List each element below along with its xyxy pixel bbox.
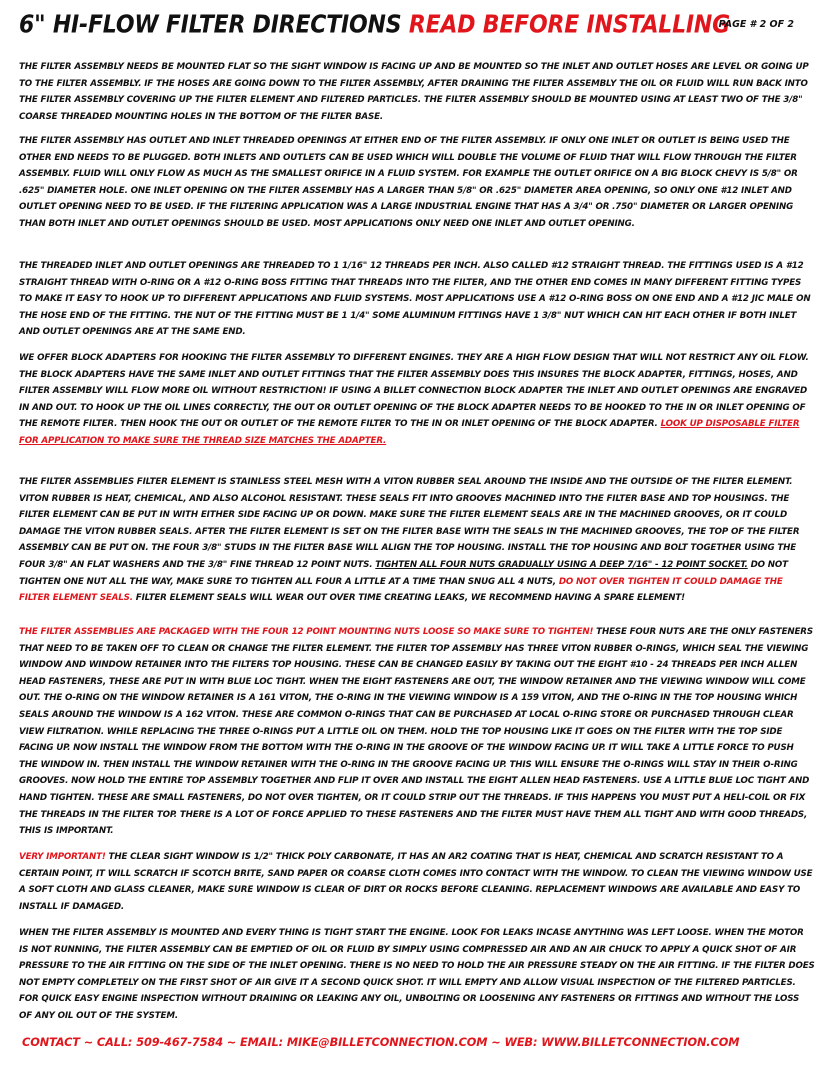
title-warning: READ BEFORE INSTALLING: [408, 11, 730, 40]
paragraph-text: WE OFFER BLOCK ADAPTERS FOR HOOKING THE FILTER ASSEMBLY TO DIFFERENT ENGINES. THEY ARE A HIGH FLOW DESIGN THAT WILL NOT RESTRICT ANY OIL FLOW. THE BLOCK ADAPTERS HAVE THE SAME INLET AND OUTLET FITTINGS THAT THE FILTER ASSEMBLY DOES THIS INSURES THE BLOCK ADAPTER, FITTINGS, HOSES, AND FILTER ASSEMBLY WILL FLOW MORE OIL WITHOUT RESTRICTION! IF USING A BILLET CONNECTION BLOCK ADAPTER THE INLET AND OUTLET OPENINGS ARE ENGRAVED IN AND OUT. TO HOOK UP THE OIL LINES CORRECTLY, THE OUT OR OUTLET OPENING OF THE BLOCK ADAPTER NEEDS TO BE HOOKED TO THE IN OR INLET OPENING OF THE REMOTE FILTER. THEN HOOK THE OUT OR OUTLET OF THE REMOTE FILTER TO THE IN OR INLET OPENING OF THE BLOCK ADAPTER.: [19, 353, 809, 430]
paragraph-text: DO NOT TIGHTEN ONE NUT ALL THE WAY, MAKE SURE TO TIGHTEN ALL FOUR A LITTLE AT A TIME THAN SNUG ALL 4 NUTS,: [19, 559, 788, 587]
contact-label: CONTACT ~ CALL:: [22, 1036, 137, 1049]
paragraph-filter-element: [19, 474, 815, 607]
paragraph-sight-window: [19, 849, 815, 915]
paragraph-o-rings: [19, 624, 815, 840]
loose-nuts-warning: THE FILTER ASSEMBLIES ARE PACKAGED WITH THE FOUR 12 POINT MOUNTING NUTS LOOSE SO MAKE SURE TO TIGHTEN!: [19, 627, 594, 637]
paragraph-text: THE FILTER ASSEMBLIES FILTER ELEMENT IS STAINLESS STEEL MESH WITH A VITON RUBBER SEAL AROUND THE INSIDE AND THE OUTSIDE OF THE FILTER ELEMENT. VITON RUBBER IS HEAT, CHEMICAL, AND ALSO ALCOHOL RESISTANT. THESE SEALS FIT INTO GROOVES MACHINED INTO THE FILTER BASE AND TOP HOUSINGS. THE FILTER ELEMENT CAN BE PUT IN WITH EITHER SIDE FACING UP OR DOWN. MAKE SURE THE FILTER ELEMENT SEALS ARE IN THE MACHINED GROOVES, OR IT COULD DAMAGE THE VITON RUBBER SEALS. AFTER THE FILTER ELEMENT IS SET ON THE FILTER BASE WITH THE SEALS IN THE MACHINED GROOVES, THE TOP OF THE FILTER ASSEMBLY CAN BE PUT ON. THE FOUR 3/8" STUDS IN THE FILTER BASE WILL ALIGN THE TOP HOUSING. INSTALL THE TOP HOUSING AND BOLT TOGETHER USING THE FOUR 3/8" AN FLAT WASHERS AND THE 3/8" FINE THREAD 12 POINT NUTS.: [19, 477, 800, 570]
paragraph-threads: [19, 258, 815, 341]
tighten-instruction: TIGHTEN ALL FOUR NUTS GRADUALLY USING A DEEP 7/16" - 12 POINT SOCKET.: [375, 559, 748, 570]
paragraph-text: FILTER ELEMENT SEALS WILL WEAR OUT OVER TIME CREATING LEAKS, WE RECOMMEND HAVING A SPARE ELEMENT!: [132, 593, 685, 604]
web-label: ~ WEB:: [487, 1036, 542, 1049]
paragraph-mounting: [19, 59, 815, 125]
paragraph-block-adapters: [19, 350, 815, 450]
very-important-label: VERY IMPORTANT!: [19, 852, 106, 862]
document-header: [19, 10, 819, 44]
phone-number[interactable]: 509-467-7584: [136, 1036, 223, 1049]
website-link[interactable]: WWW.BILLETCONNECTION.COM: [541, 1036, 740, 1049]
thread-size-warning: LOOK UP DISPOSABLE FILTER FOR APPLICATION TO MAKE SURE THE THREAD SIZE MATCHES THE ADAPTER.: [19, 419, 800, 446]
email-label: ~ EMAIL:: [222, 1036, 287, 1049]
paragraph-startup: [19, 925, 815, 1025]
paragraph-text: THE FILTER ASSEMBLY NEEDS BE MOUNTED FLAT SO THE SIGHT WINDOW IS FACING UP AND BE MOUNTED SO THE INLET AND OUTLET HOSES ARE LEVEL OR GOING UP TO THE FILTER ASSEMBLY. IF THE HOSES ARE GOING DOWN TO THE FILTER ASSEMBLY, AFTER DRAINING THE FILTER ASSEMBLY THE OIL OR FLUID WILL RUN BACK INTO THE FILTER ASSEMBLY COVERING UP THE FILTER ELEMENT AND FILTERED PARTICLES. THE FILTER ASSEMBLY SHOULD BE MOUNTED USING AT LEAST TWO OF THE 3/8" COARSE THREADED MOUNTING HOLES IN THE BOTTOM OF THE FILTER BASE.: [19, 62, 809, 122]
title-main: 6" HI-FLOW FILTER DIRECTIONS: [19, 11, 409, 40]
over-tighten-warning: DO NOT OVER TIGHTEN IT COULD DAMAGE THE FILTER ELEMENT SEALS.: [19, 576, 783, 604]
paragraph-text: THE THREADED INLET AND OUTLET OPENINGS ARE THREADED TO 1 1/16" 12 THREADS PER INCH. ALSO CALLED #12 STRAIGHT THREAD. THE FITTINGS USED IS A #12 STRAIGHT THREAD WITH O-RING OR A #12 O-RING BOSS FITTING THAT THREADS INTO THE FILTER, AND THE OTHER END COMES IN MANY DIFFERENT FITTING TYPES TO MAKE IT EASY TO HOOK UP TO DIFFERENT APPLICATIONS AND FLUID SYSTEMS. MOST APPLICATIONS USE A #12 O-RING BOSS ON ONE END AND A #12 JIC MALE ON THE HOSE END OF THE FITTING. THE NUT OF THE FITTING MUST BE 1 1/4" SOME ALUMINUM FITTINGS HAVE 1 3/8" NUT WHICH CAN HIT EACH OTHER IF BOTH INLET AND OUTLET OPENINGS ARE AT THE SAME END.: [19, 261, 811, 338]
email-link[interactable]: MIKE@BILLETCONNECTION.COM: [286, 1036, 488, 1049]
paragraph-text: THE FILTER ASSEMBLY HAS OUTLET AND INLET THREADED OPENINGS AT EITHER END OF THE FILTER ASSEMBLY. IF ONLY ONE INLET OR OUTLET IS BEING USED THE OTHER END NEEDS TO BE PLUGGED. BOTH INLETS AND OUTLETS CAN BE USED WHICH WILL DOUBLE THE VOLUME OF FLUID THAT WILL FLOW THROUGH THE FILTER ASSEMBLY. FLUID WILL ONLY FLOW AS MUCH AS THE SMALLEST ORIFICE IN A FLUID SYSTEM. FOR EXAMPLE THE OUTLET ORIFICE ON A BIG BLOCK CHEVY IS 5/8" OR .625" DIAMETER HOLE. ONE INLET OPENING ON THE FILTER ASSEMBLY HAS A LARGER THAN 5/8" OR .625" DIAMETER AREA OPENING, SO ONLY ONE #12 INLET AND OUTLET OPENING NEED TO BE USED. IF THE FILTERING APPLICATION WAS A LARGE INDUSTRIAL ENGINE THAT HAS A 3/4" OR .750" DIAMETER OR LARGER OPENING THAN BOTH INLET AND OUTLET OPENINGS SHOULD BE USED. MOST APPLICATIONS ONLY NEED ONE INLET AND OUTLET OPENING.: [19, 136, 798, 229]
page-number: PAGE # 2 OF 2: [718, 19, 794, 30]
paragraph-openings: [19, 133, 815, 233]
paragraph-text: THE CLEAR SIGHT WINDOW IS 1/2" THICK POLY CARBONATE, IT HAS AN AR2 COATING THAT IS HEAT, CHEMICAL AND SCRATCH RESISTANT TO A CERTAIN POINT, IT WILL SCRATCH IF SCOTCH BRITE, SAND PAPER OR COARSE CLOTH COMES INTO CONTACT WITH THE WINDOW. TO CLEAN THE VIEWING WINDOW USE A SOFT CLOTH AND GLASS CLEANER, MAKE SURE WINDOW IS CLEAR OF DIRT OR ROCKS BEFORE CLEANING. REPLACEMENT WINDOWS ARE AVAILABLE AND EASY TO INSTALL IF DAMAGED.: [19, 852, 813, 912]
contact-footer: [22, 1036, 812, 1049]
paragraph-text: THESE FOUR NUTS ARE THE ONLY FASTENERS THAT NEED TO BE TAKEN OFF TO CLEAN OR CHANGE THE FILTER ELEMENT. THE FILTER TOP ASSEMBLY HAS THREE VITON RUBBER O-RINGS, WHICH SEAL THE VIEWING WINDOW AND WINDOW RETAINER INTO THE FILTERS TOP HOUSING. THESE CAN BE CHANGED EASILY BY TAKING OUT THE EIGHT #10 - 24 THREADS PER INCH ALLEN HEAD FASTENERS, THESE ARE PUT IN WITH BLUE LOC TIGHT. WHEN THE EIGHT FASTENERS ARE OUT, THE WINDOW RETAINER AND THE VIEWING WINDOW WILL COME OUT. THE O-RING ON THE WINDOW RETAINER IS A 161 VITON, THE O-RING IN THE VIEWING WINDOW IS A 159 VITON, AND THE O-RING IN THE TOP HOUSING WHICH SEALS AROUND THE WINDOW IS A 162 VITON. THESE ARE COMMON O-RINGS THAT CAN BE PURCHASED AT LOCAL O-RING STORE OR PURCHASED THROUGH CLEAR VIEW FILTRATION. WHILE REPLACING THE THREE O-RINGS PUT A LITTLE OIL ON THEM. HOLD THE TOP HOUSING LIKE IT GOES ON THE FILTER WITH THE TOP SIDE FACING UP. NOW INSTALL THE WINDOW FROM THE BOTTOM WITH THE O-RING IN THE GROOVE OF THE WINDOW FACING UP. IT WILL TAKE A LITTLE FORCE TO PUSH THE WINDOW IN. THEN INSTALL THE WINDOW RETAINER WITH THE O-RING IN THE GROOVE FACING UP. THIS WILL ENSURE THE O-RINGS WILL STAY IN THEIR O-RING GROOVES. NOW HOLD THE ENTIRE TOP ASSEMBLY TOGETHER AND FLIP IT OVER AND INSTALL THE EIGHT ALLEN HEAD FASTENERS. USE A LITTLE BLUE LOC TIGHT AND HAND TIGHTEN. THESE ARE SMALL FASTENERS, DO NOT OVER TIGHTEN, OR IT COULD STRIP OUT THE THREADS. IF THIS HAPPENS YOU MUST PUT A HELI-COIL OR FIX THE THREADS IN THE FILTER TOP. THERE IS A LOT OF FORCE APPLIED TO THESE FASTENERS AND THE FILTER MUST HAVE THEM ALL TIGHT AND WITH GOOD THREADS, THIS IS IMPORTANT.: [19, 627, 813, 837]
page-title: [19, 10, 730, 41]
paragraph-text: WHEN THE FILTER ASSEMBLY IS MOUNTED AND EVERY THING IS TIGHT START THE ENGINE. LOOK FOR LEAKS INCASE ANYTHING WAS LEFT LOOSE. WHEN THE MOTOR IS NOT RUNNING, THE FILTER ASSEMBLY CAN BE EMPTIED OF OIL OR FLUID BY SIMPLY USING COMPRESSED AIR AND AN AIR CHUCK TO APPLY A QUICK SHOT OF AIR PRESSURE TO THE AIR FITTING ON THE SIDE OF THE INLET OPENING. THERE IS NO NEED TO HOLD THE AIR PRESSURE STEADY ON THE AIR FITTING. IF THE FILTER DOES NOT EMPTY COMPLETELY ON THE FIRST SHOT OF AIR GIVE IT A SECOND QUICK SHOT. IT WILL EMPTY AND ALLOW VISUAL INSPECTION OF THE FILTERED PARTICLES. FOR QUICK EASY ENGINE INSPECTION WITHOUT DRAINING OR LEAKING ANY OIL, UNBOLTING OR LOOSENING ANY FASTENERS OR FITTINGS AND WITHOUT THE LOSS OF ANY OIL OUT OF THE SYSTEM.: [19, 928, 815, 1021]
